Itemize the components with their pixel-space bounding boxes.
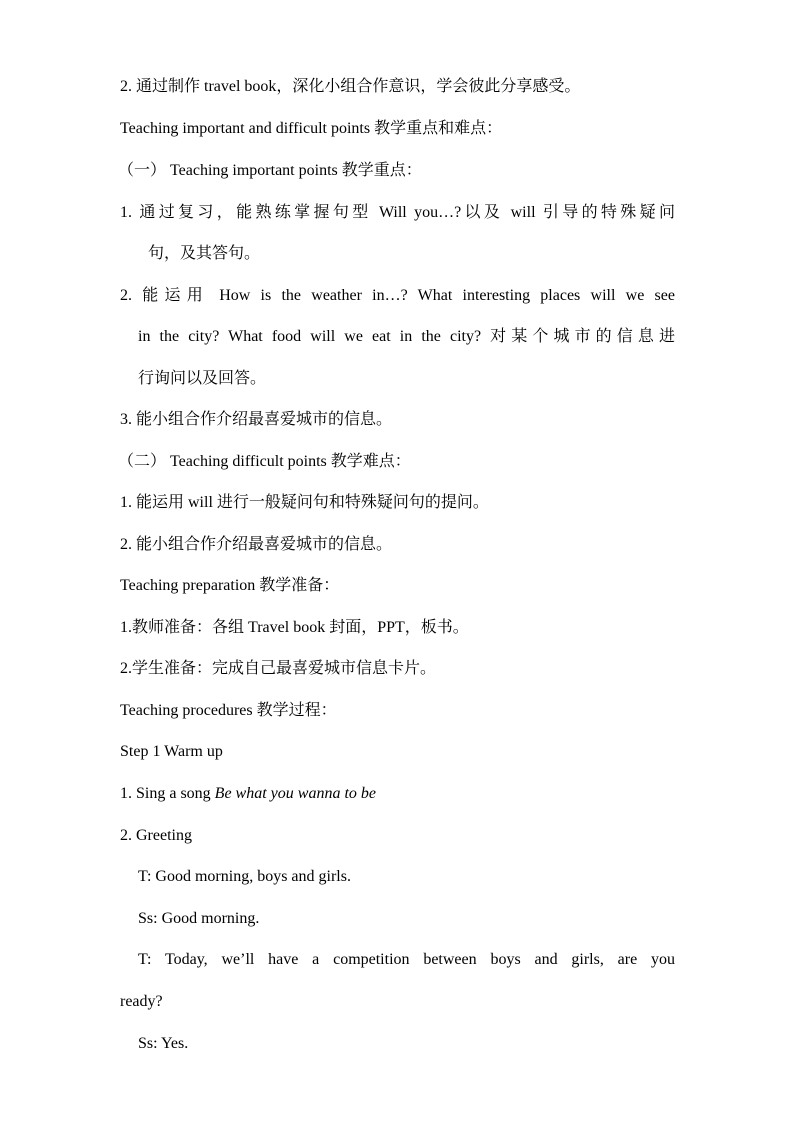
text-line: 2. 能小组合作介绍最喜爱城市的信息。	[120, 536, 393, 553]
text-line: 行询问以及回答。	[138, 370, 267, 387]
dialogue-line: Ss: Yes.	[138, 1035, 189, 1052]
song-title: Be what you wanna to be	[214, 785, 376, 802]
text-line: 2. Greeting	[120, 827, 192, 844]
text-line: in the city? What food will we eat in the city? 对某个城市的信息进	[138, 328, 675, 345]
dialogue-line: T: Today, we’ll have a competition between boys and girls, are you	[138, 951, 675, 968]
text-line: 句，及其答句。	[148, 245, 261, 262]
song-label: 1. Sing a song	[120, 785, 215, 802]
text-line: Teaching important and difficult points 教学重点和难点：	[120, 120, 503, 137]
dialogue-line: T: Good morning, boys and girls.	[138, 868, 351, 885]
text-line: 2.学生准备：完成自己最喜爱城市信息卡片。	[120, 660, 437, 677]
text-line: 1.教师准备：各组 Travel book 封面，PPT，板书。	[120, 619, 469, 636]
text-line: 2. 能运用 How is the weather in…? What interesting places will we see	[120, 287, 675, 304]
text-line: 2. 通过制作 travel book，深化小组合作意识，学会彼此分享感受。	[120, 78, 581, 95]
dialogue-line: Ss: Good morning.	[138, 910, 260, 927]
step-heading: Step 1 Warm up	[120, 743, 223, 760]
text-line: Teaching procedures 教学过程：	[120, 702, 337, 719]
text-line: Teaching preparation 教学准备：	[120, 577, 340, 594]
text-line: 3. 能小组合作介绍最喜爱城市的信息。	[120, 411, 393, 428]
text-line: 1. 通过复习，能熟练掌握句型 Will you…?以及 will 引导的特殊疑问	[120, 204, 675, 221]
text-line: 1. 能运用 will 进行一般疑问句和特殊疑问句的提问。	[120, 494, 489, 511]
dialogue-line: ready?	[120, 993, 163, 1010]
section-heading: （一） Teaching important points 教学重点：	[118, 162, 422, 179]
text-line	[120, 784, 376, 804]
section-heading: （二） Teaching difficult points 教学难点：	[118, 453, 411, 470]
